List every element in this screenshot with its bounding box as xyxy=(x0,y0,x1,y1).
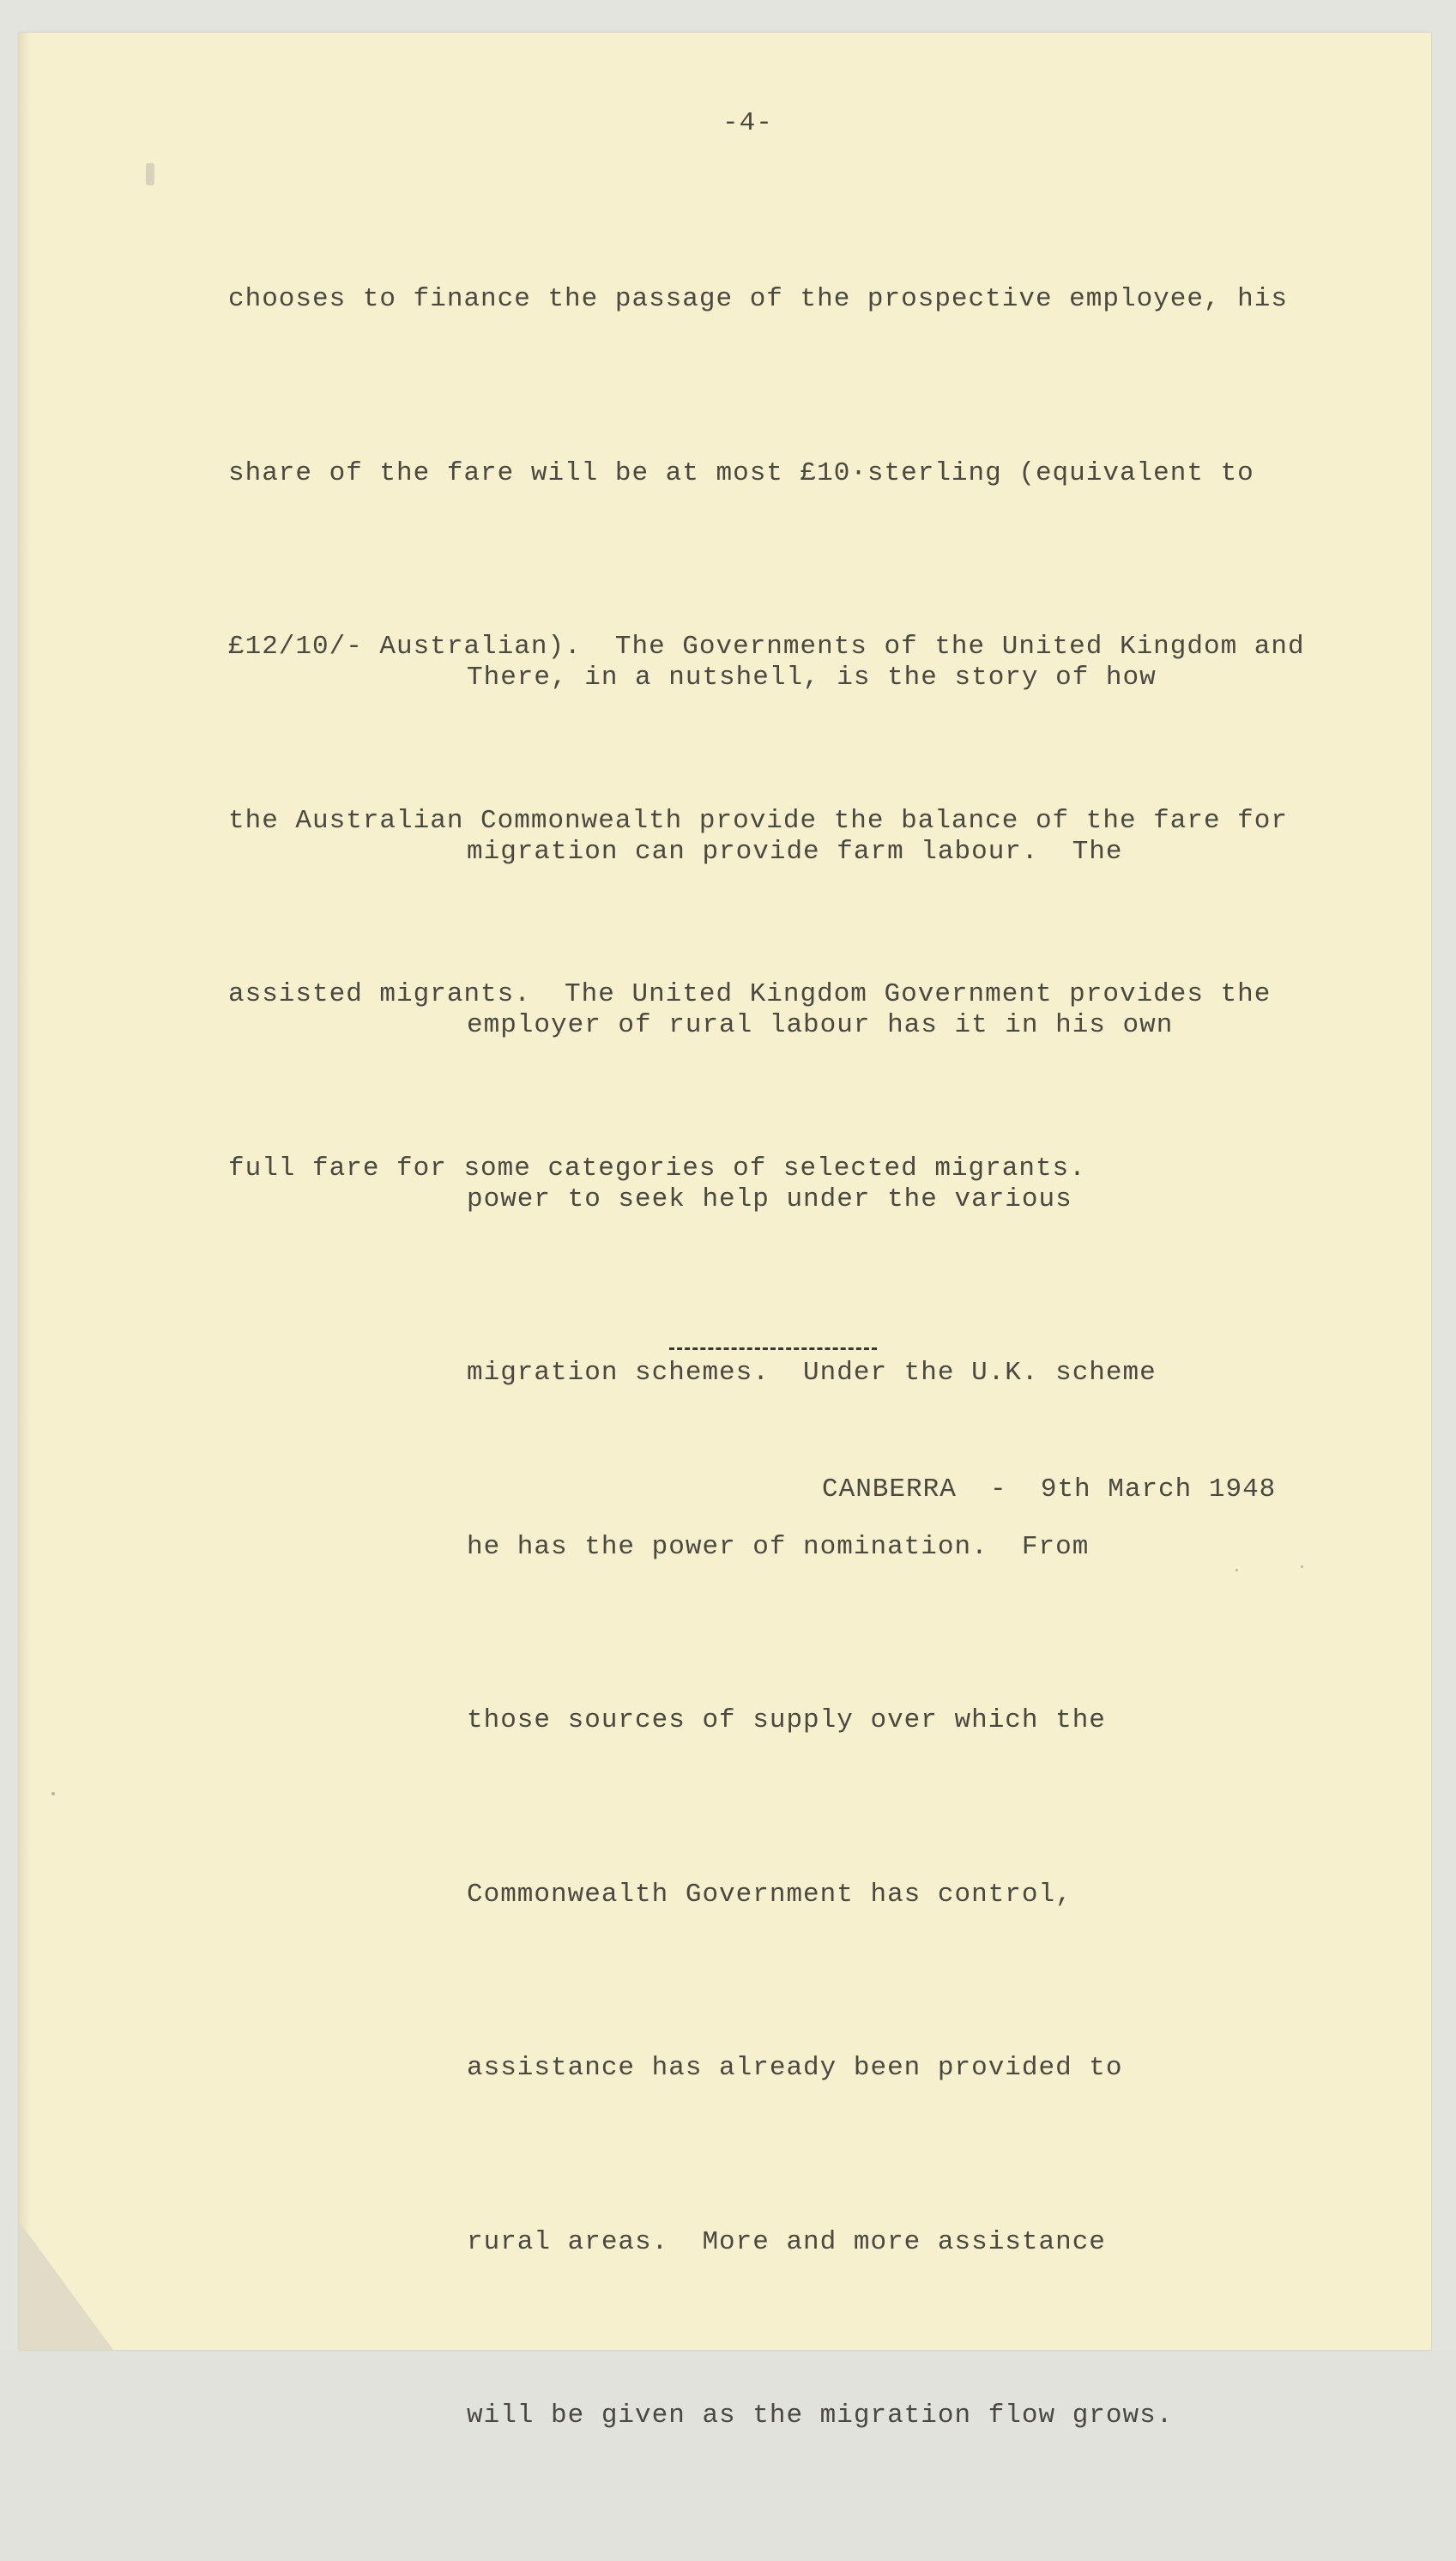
typed-page xyxy=(19,33,1431,2431)
text-line: migration schemes. Under the U.K. scheme xyxy=(467,1358,1157,1388)
text-line: rural areas. More and more assistance xyxy=(467,2226,1106,2257)
paper-speck xyxy=(1301,1565,1303,1568)
paper-edge-shadow xyxy=(19,33,31,2350)
text-line: share of the fare will be at most £10·sterling (equivalent to xyxy=(228,457,1254,488)
paper-speck xyxy=(1235,1569,1238,1571)
text-line: those sources of supply over which the xyxy=(467,1705,1106,1735)
paper-speck xyxy=(51,1792,55,1795)
page-number: -4- xyxy=(722,108,773,138)
text-line: the Australian Commonwealth provide the balance of the fare for xyxy=(228,805,1288,836)
text-line: Commonwealth Government has control, xyxy=(467,1879,1072,1910)
folded-corner xyxy=(19,2221,113,2350)
text-line: he has the power of nomination. From xyxy=(467,1531,1090,1562)
text-line: assisted migrants. The United Kingdom Government provides the xyxy=(228,979,1272,1009)
text-line: There, in a nutshell, is the story of how xyxy=(467,663,1157,693)
text-line: chooses to finance the passage of the prospective employee, his xyxy=(228,284,1288,314)
section-divider xyxy=(669,1347,877,1350)
text-line: employer of rural labour has it in his own xyxy=(467,1010,1174,1040)
text-line: £12/10/- Australian). The Governments of the United Kingdom and xyxy=(228,632,1305,662)
text-line: power to seek help under the various xyxy=(467,1184,1072,1214)
text-line: migration can provide farm labour. The xyxy=(467,836,1123,867)
dateline: CANBERRA - 9th March 1948 xyxy=(822,1474,1277,1505)
body-paragraph-2 xyxy=(467,533,1173,2561)
text-line: will be given as the migration flow grows. xyxy=(467,2401,1174,2431)
text-line: full fare for some categories of selected migrants. xyxy=(228,1153,1086,1184)
text-line: assistance has already been provided to xyxy=(467,2053,1123,2083)
paper-speck xyxy=(146,163,154,185)
